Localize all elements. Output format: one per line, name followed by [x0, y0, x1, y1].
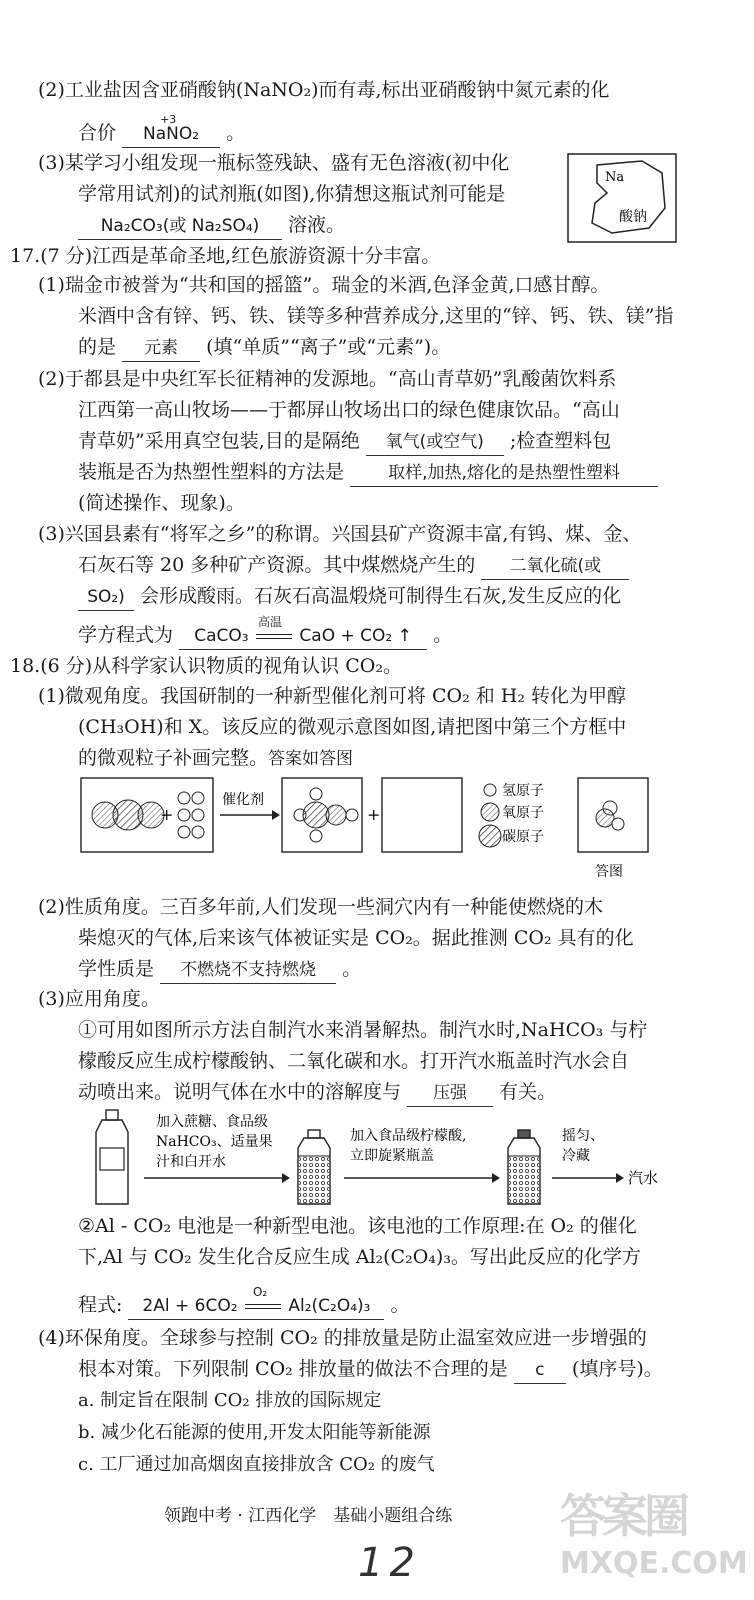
q18-part4-line2: [78, 1356, 663, 1384]
q17-part1-line2: 米酒中含有锌、钙、铁、镁等多种营养成分,这里的“锌、钙、铁、镁”指: [78, 305, 674, 327]
q17-part2-answer1: 氧气(或空气): [366, 429, 504, 456]
eq2-right: Al₂(C₂O₄)₃: [288, 1296, 371, 1316]
q17-part3-line4: [78, 615, 453, 650]
q17-part2-prefix2: 装瓶是否为热塑性塑料的方法是: [78, 461, 345, 483]
q18-part3a-line3: [78, 1079, 556, 1107]
q18-part1-line3: [78, 745, 353, 772]
sealed-bottle-icon: [508, 1130, 540, 1204]
q18-header: 18.(6 分)从科学家认识物质的视角认识 CO₂。: [10, 655, 402, 677]
q17-part3-line3: [78, 583, 621, 611]
handwritten-page-number: 12: [358, 1540, 421, 1586]
empty-box: [382, 778, 462, 852]
q18-part3a-line2: 檬酸反应生成柠檬酸钠、二氧化碳和水。打开汽水瓶盖时汽水会自: [78, 1050, 630, 1072]
q16-part3-suffix: 溶液。: [288, 214, 346, 236]
q17-part2-line1: (2)于都县是中央红军长征精神的发源地。“高山青草奶”乳酸菌饮料系: [38, 368, 617, 390]
q18-part2-answer: 不燃烧不支持燃烧: [160, 957, 336, 984]
eq2-cond-text: O₂: [252, 1285, 268, 1299]
micro-reaction-diagram: [80, 776, 670, 886]
q17-part1-line1: (1)瑞金市被誉为“共和国的摇篮”。瑞金的米酒,色泽金黄,口感甘醇。: [38, 274, 610, 296]
catalyst-label: 催化剂: [222, 792, 264, 808]
q17-part3-answer1b: SO₂): [78, 584, 134, 611]
option-a: a. 制定旨在限制 CO₂ 排放的国际规定: [78, 1390, 382, 1411]
label-na-text: Na: [605, 170, 625, 185]
q17-part3-answer1a: 二氧化硫(或: [481, 553, 629, 580]
q18-part4-line1: (4)环保角度。全球参与控制 CO₂ 的排放量是防止温室效应进一步增强的: [38, 1327, 647, 1349]
period: 。: [390, 1294, 410, 1316]
watermark: [560, 1480, 748, 1590]
answer-caption: 答图: [595, 864, 623, 880]
q16-part3-answer: Na₂CO₃(或 Na₂SO₄): [78, 213, 282, 240]
valence-mark: +3: [160, 113, 177, 126]
step1-text3: 汁和白开水: [156, 1154, 226, 1170]
q17-part3-eq-prefix: 学方程式为: [78, 624, 174, 646]
eq2-left: 2Al + 6CO₂: [142, 1296, 238, 1316]
q16-part2-answer: [122, 113, 220, 148]
q18-part4-answer: c: [514, 1357, 566, 1384]
q17-part1-prefix: 的是: [78, 336, 117, 358]
step2-text1: 加入食品级柠檬酸,: [350, 1128, 467, 1144]
q18-part2-prefix: 学性质是: [78, 958, 155, 980]
q18-part3b-line2: 下,Al 与 CO₂ 发生化合反应生成 Al₂(C₂O₄)₃。写出此反应的化学方: [78, 1246, 641, 1268]
plus-sign: +: [160, 805, 174, 824]
eq-left: CaCO₃: [194, 626, 249, 646]
q18-part2-line1: (2)性质角度。三百多年前,人们发现一些洞穴内有一种能使燃烧的木: [38, 896, 603, 918]
plus-sign: +: [367, 805, 381, 824]
q17-part2-prefix: 青草奶”采用真空包装,目的是隔绝: [78, 430, 360, 452]
watermark-top: 答案圈: [560, 1489, 686, 1543]
q18-part3b-line1: ②Al - CO₂ 电池是一种新型电池。该电池的工作原理:在 O₂ 的催化: [78, 1215, 637, 1237]
step1-text1: 加入蔗糖、食品级: [156, 1114, 268, 1130]
legend-hydrogen: 氢原子: [502, 783, 544, 799]
q18-part1-prefix: 的微观粒子补画完整。: [78, 747, 269, 769]
q18-part1-line1: (1)微观角度。我国研制的一种新型催化剂可将 CO₂ 和 H₂ 转化为甲醇: [38, 685, 626, 707]
q16-part2-answer-text: NaNO₂: [143, 124, 200, 144]
q17-part3-suffix: 会形成酸雨。石灰石高温煅烧可制得生石灰,发生反应的化: [140, 585, 622, 607]
legend-oxygen: 氧原子: [502, 805, 544, 821]
empty-bottle-icon: [96, 1110, 128, 1204]
step3-text1: 摇匀、: [562, 1128, 604, 1144]
step3-text2: 冷藏: [562, 1148, 590, 1164]
eq-right: CaO + CO₂ ↑: [299, 626, 412, 646]
option-c: c. 工厂通过加高烟囱直接排放含 CO₂ 的废气: [78, 1454, 435, 1475]
q17-part2-line4: [78, 459, 658, 487]
q18-part1-answer: 答案如答图: [268, 749, 354, 769]
q18-part3b-prefix: 程式:: [78, 1294, 123, 1316]
option-b: b. 减少化石能源的使用,开发太阳能等新能源: [78, 1422, 431, 1443]
q16-part2-line2: [78, 113, 246, 148]
eq-cond-text: 高温: [258, 615, 283, 629]
q16-part3-line2: 学常用试剂)的试剂瓶(如图),你猜想这瓶试剂可能是: [78, 183, 506, 205]
q18-part3a-prefix: 动喷出来。说明气体在水中的溶解度与: [78, 1081, 402, 1103]
q18-part4-prefix: 根本对策。下列限制 CO₂ 排放量的做法不合理的是: [78, 1358, 508, 1380]
watermark-bottom: MXQE.COM: [560, 1546, 748, 1581]
period: 。: [226, 122, 246, 144]
page-footer: 领跑中考 · 江西化学 基础小题组合练: [164, 1506, 453, 1526]
eq-condition: [254, 615, 294, 649]
q17-part2-line3: [78, 428, 611, 456]
q17-part1-answer: 元素: [122, 335, 200, 362]
label-acid-sodium-text: 酸钠: [619, 209, 647, 225]
q17-part2-answer2: 取样,加热,熔化的是热塑性塑料: [350, 460, 658, 487]
q17-part2-line5: (简述操作、现象)。: [78, 492, 245, 514]
filled-bottle-icon: [298, 1130, 330, 1204]
q17-part2-suffix: ;检查塑料包: [509, 430, 612, 452]
q16-part2-line1: (2)工业盐因含亚硝酸钠(NaNO₂)而有毒,标出亚硝酸钠中氮元素的化: [38, 79, 610, 101]
q17-part2-line2: 江西第一高山牧场——于都屏山牧场出口的绿色健康饮品。“高山: [78, 399, 620, 421]
q18-part2-line2: 柴熄灭的气体,后来该气体被证实是 CO₂。据此推测 CO₂ 具有的化: [78, 927, 634, 949]
eq2-condition: [243, 1285, 283, 1319]
q18-part4-suffix: (填序号)。: [571, 1358, 663, 1380]
q18-part3-header: (3)应用角度。: [38, 988, 160, 1010]
step1-text2: NaHCO₃、适量果: [156, 1134, 273, 1150]
period: 。: [342, 958, 362, 980]
q16-part3-line3: [78, 212, 345, 240]
q18-part3b-line3: [78, 1285, 410, 1320]
q17-part3-prefix: 石灰石等 20 多种矿产资源。其中煤燃烧产生的: [78, 554, 476, 576]
reagent-label-figure: [567, 153, 677, 243]
q18-part3a-line1: ①可用如图所示方法自制汽水来消暑解热。制汽水时,NaHCO₃ 与柠: [78, 1019, 648, 1041]
q17-part1-suffix: (填“单质”“离子”或“元素”)。: [206, 336, 451, 358]
q16-part3-line1: (3)某学习小组发现一瓶标签残缺、盛有无色溶液(初中化: [38, 152, 510, 174]
q16-part2-prefix: 合价: [78, 122, 117, 144]
q18-part3a-suffix: 有关。: [499, 1081, 557, 1103]
q17-header: 17.(7 分)江西是革命圣地,红色旅游资源十分丰富。: [10, 245, 441, 267]
q17-part3-line2: [78, 552, 629, 580]
q17-part3-line1: (3)兴国县素有“将军之乡”的称谓。兴国县矿产资源丰富,有钨、煤、金、: [38, 523, 642, 545]
soda-label: 汽水: [628, 1169, 659, 1187]
q18-part1-line2: (CH₃OH)和 X。该反应的微观示意图如图,请把图中第三个方框中: [78, 716, 627, 738]
step2-text2: 立即旋紧瓶盖: [350, 1148, 434, 1164]
q18-part3a-answer: 压强: [407, 1080, 493, 1107]
legend-carbon: 碳原子: [502, 829, 544, 845]
q17-equation: [179, 615, 427, 650]
soda-making-diagram: [92, 1108, 672, 1208]
q18-part3b-equation: [128, 1285, 384, 1320]
q18-part2-line3: [78, 956, 361, 984]
period: 。: [433, 624, 453, 646]
q17-part1-line3: [78, 334, 450, 362]
